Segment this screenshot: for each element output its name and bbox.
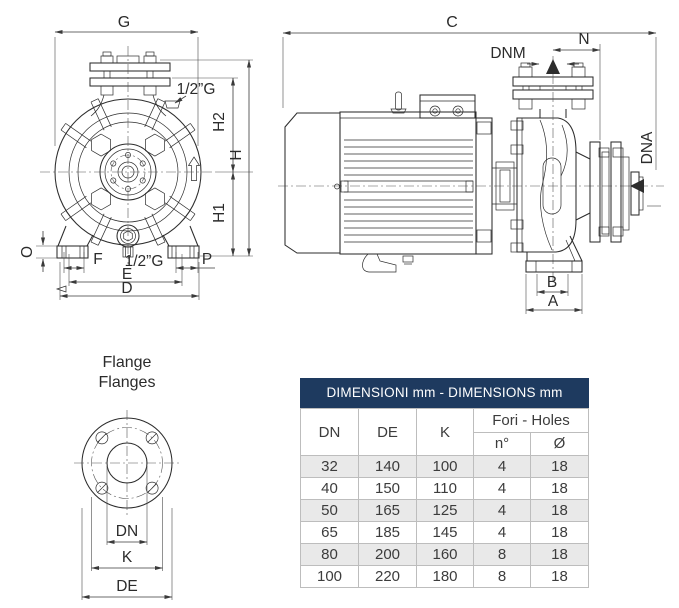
column-header-fori-holes: Fori - Holes	[474, 409, 589, 433]
cell-holes-diameter: 18	[531, 478, 589, 500]
terminal-box	[420, 95, 475, 118]
cell-dn: 65	[301, 522, 359, 544]
dim-label-h2: H2	[211, 112, 228, 132]
dim-label-dn: DN	[115, 523, 139, 540]
cell-k: 110	[417, 478, 474, 500]
lifting-eye-bolt	[396, 92, 402, 110]
dim-label-half-g-bottom: 1/2”G	[124, 253, 164, 270]
motor	[285, 92, 492, 272]
motor-fins	[344, 140, 473, 242]
cell-k: 160	[417, 544, 474, 566]
column-header-dn: DN	[301, 409, 359, 456]
column-header-diameter: Ø	[531, 432, 589, 456]
cell-dn: 40	[301, 478, 359, 500]
cell-de: 140	[359, 456, 417, 478]
dim-label-half-g-top: 1/2”G	[176, 81, 216, 98]
table-title: DIMENSIONI mm - DIMENSIONS mm	[300, 378, 589, 408]
cell-holes-diameter: 18	[531, 456, 589, 478]
cell-dn: 80	[301, 544, 359, 566]
dim-label-k: K	[121, 549, 133, 566]
dim-label-f: F	[93, 251, 103, 268]
cell-holes-n: 8	[474, 544, 531, 566]
dim-label-c: C	[446, 14, 458, 31]
column-header-n: n°	[474, 432, 531, 456]
table-row	[301, 456, 589, 478]
table-row	[301, 544, 589, 566]
dim-label-de: DE	[116, 578, 138, 595]
dim-label-h1: H1	[211, 203, 228, 223]
dim-label-p: P	[201, 251, 213, 268]
cell-holes-n: 4	[474, 456, 531, 478]
dimensions-grid	[300, 408, 589, 588]
cell-holes-n: 4	[474, 478, 531, 500]
cell-de: 200	[359, 544, 417, 566]
dim-label-dnm: DNM	[490, 45, 526, 62]
suction-flow-arrow	[630, 179, 644, 193]
pump-casing	[511, 109, 590, 252]
suction-flange	[590, 142, 643, 242]
discharge-flow-arrow	[546, 59, 560, 74]
cell-holes-diameter: 18	[531, 500, 589, 522]
flange-title-line1: Flange	[102, 354, 152, 371]
cell-de: 185	[359, 522, 417, 544]
cell-holes-diameter: 18	[531, 544, 589, 566]
cell-dn: 100	[301, 566, 359, 588]
cell-holes-n: 4	[474, 500, 531, 522]
pump-side-view	[278, 14, 664, 314]
dim-label-d: D	[121, 280, 133, 297]
cell-dn: 50	[301, 500, 359, 522]
cell-holes-diameter: 18	[531, 522, 589, 544]
table-row	[301, 500, 589, 522]
cell-de: 165	[359, 500, 417, 522]
cell-de: 220	[359, 566, 417, 588]
table-row	[301, 478, 589, 500]
flange-title-line2: Flanges	[98, 374, 156, 391]
cell-k: 125	[417, 500, 474, 522]
dim-label-a: A	[547, 293, 559, 310]
cell-holes-n: 8	[474, 566, 531, 588]
pump-front-view	[19, 14, 253, 300]
cell-de: 150	[359, 478, 417, 500]
table-row	[301, 566, 589, 588]
rotation-arrow-icon	[189, 157, 200, 181]
cell-dn: 32	[301, 456, 359, 478]
dimensions-table	[300, 378, 589, 588]
column-header-k: K	[417, 409, 474, 456]
flange-view	[74, 354, 180, 600]
dim-label-b: B	[546, 274, 558, 291]
table-row	[301, 522, 589, 544]
cell-k: 180	[417, 566, 474, 588]
dim-label-e: E	[121, 266, 133, 283]
dim-label-g: G	[117, 14, 131, 31]
cell-k: 145	[417, 522, 474, 544]
pump-foot	[526, 236, 582, 272]
cell-holes-n: 4	[474, 522, 531, 544]
dim-label-dna: DNA	[639, 131, 656, 165]
cell-k: 100	[417, 456, 474, 478]
dim-label-o: O	[19, 245, 36, 259]
cell-holes-diameter: 18	[531, 566, 589, 588]
dim-label-h: H	[228, 149, 245, 161]
column-header-de: DE	[359, 409, 417, 456]
dim-label-n: N	[578, 31, 590, 48]
